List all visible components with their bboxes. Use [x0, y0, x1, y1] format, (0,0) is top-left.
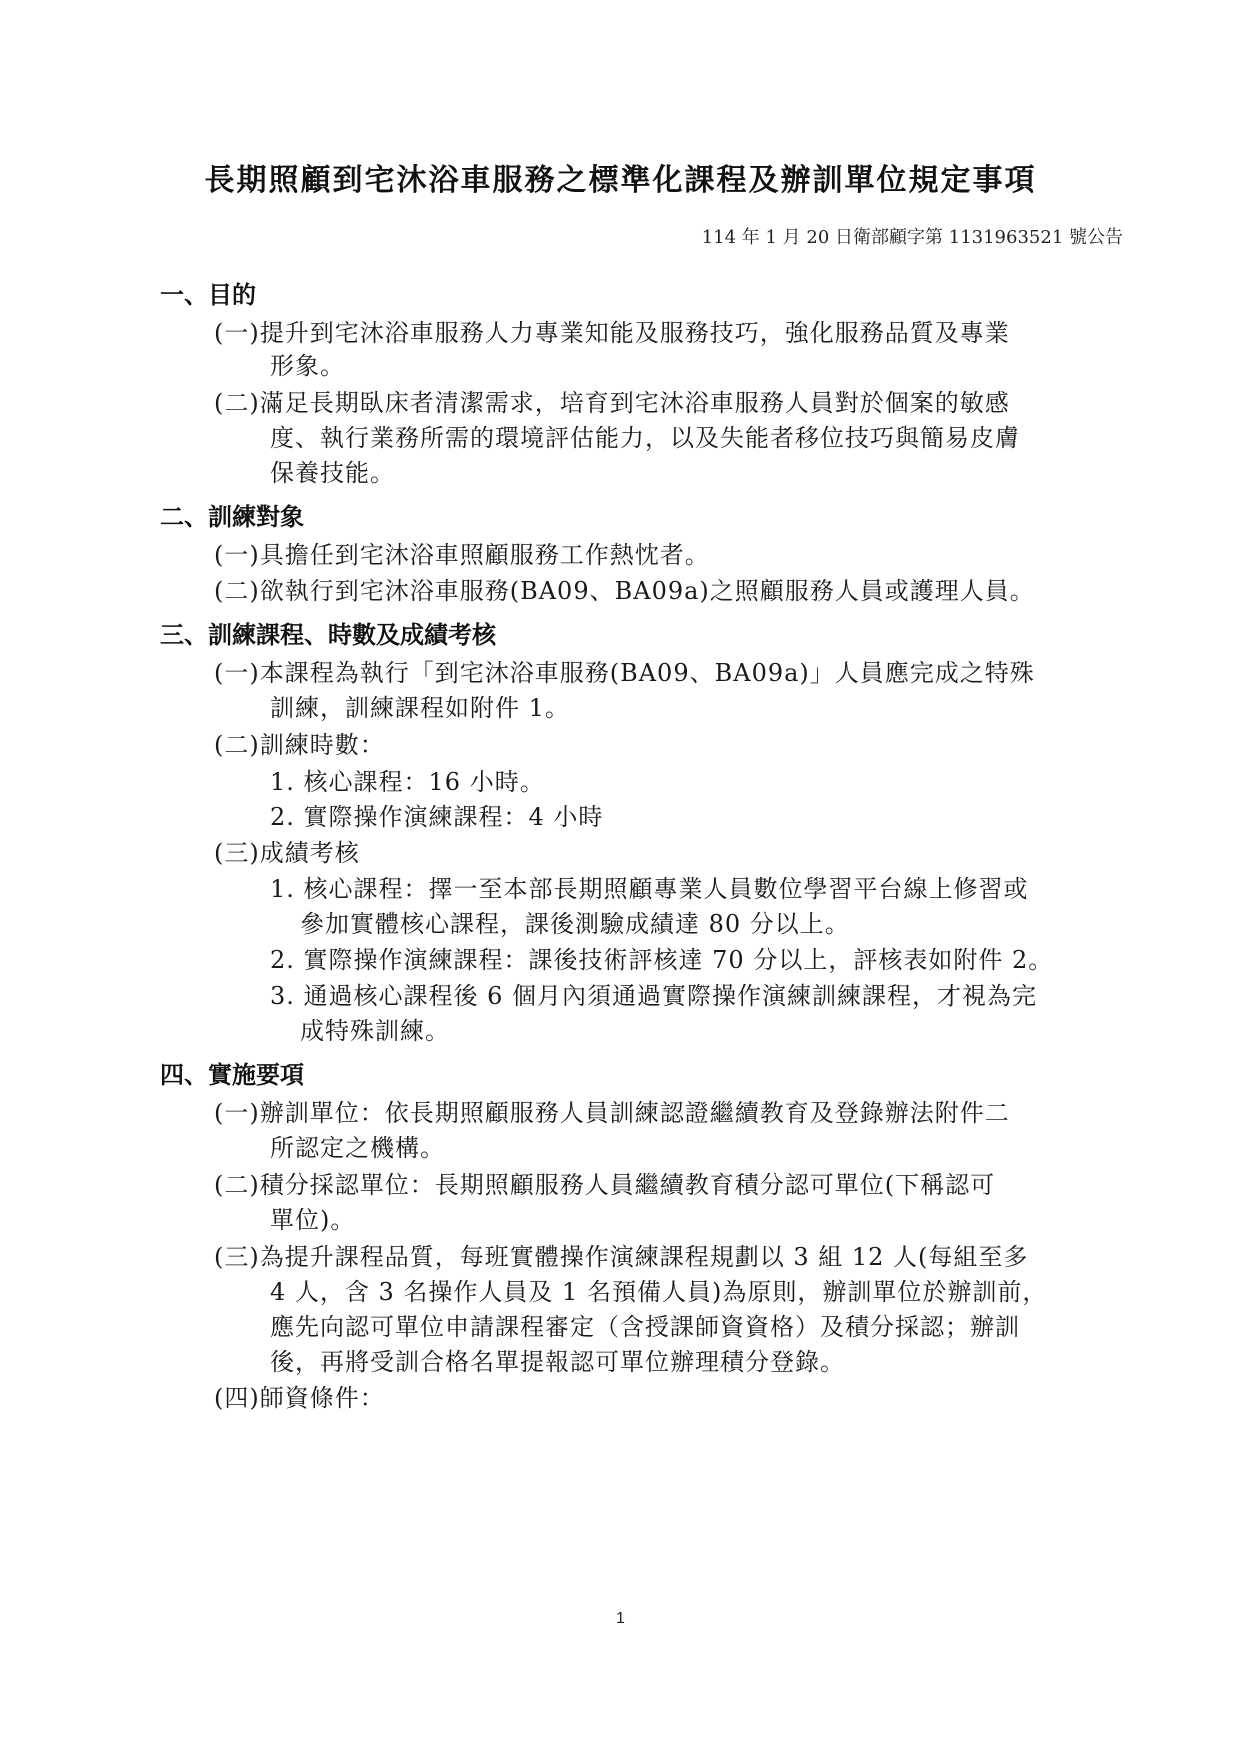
paragraph-line: (一)具擔任到宅沐浴車照顧服務工作熱忱者。 [214, 541, 710, 569]
section-heading-trainees: 二、訓練對象 [160, 502, 304, 531]
paragraph-line: 後，再將受訓合格名單提報認可單位辦理積分登錄。 [270, 1348, 845, 1376]
sub-item-line: 1. 核心課程：16 小時。 [270, 768, 545, 796]
paragraph-line: 4 人，含 3 名操作人員及 1 名預備人員)為原則，辦訓單位於辦訓前， [270, 1278, 1048, 1306]
section-heading-implementation: 四、實施要項 [160, 1060, 304, 1089]
paragraph-line: (四)師資條件： [214, 1384, 385, 1412]
sub-item-line: 1. 核心課程：擇一至本部長期照顧專業人員數位學習平台線上修習或 [270, 875, 1029, 903]
paragraph-line: (二)訓練時數： [214, 731, 385, 759]
paragraph-line: (三)為提升課程品質，每班實體操作演練課程規劃以 3 組 12 人(每組至多 [214, 1243, 1029, 1271]
paragraph-line: (一)提升到宅沐浴車服務人力專業知能及服務技巧，強化服務品質及專業 [214, 319, 1010, 347]
paragraph-line: 應先向認可單位申請課程審定（含授課師資資格）及積分採認；辦訓 [270, 1313, 1020, 1341]
paragraph-line: (二)欲執行到宅沐浴車服務(BA09、BA09a)之照顧服務人員或護理人員。 [214, 577, 1035, 605]
sub-item-line: 成特殊訓練。 [300, 1017, 450, 1045]
paragraph-line: 單位)。 [270, 1206, 356, 1234]
paragraph-line: (二)積分採認單位：長期照顧服務人員繼續教育積分認可單位(下稱認可 [214, 1171, 996, 1199]
section-heading-purpose: 一、目的 [160, 280, 256, 309]
sub-item-line: 參加實體核心課程，課後測驗成績達 80 分以上。 [300, 910, 850, 938]
announcement-reference: 114 年 1 月 20 日衛部顧字第 1131963521 號公告 [701, 227, 1123, 248]
paragraph-line: (一)本課程為執行「到宅沐浴車服務(BA09、BA09a)」人員應完成之特殊 [214, 659, 1035, 687]
paragraph-line: (二)滿足長期臥床者清潔需求，培育到宅沐浴車服務人員對於個案的敏感 [214, 389, 1010, 417]
paragraph-line: 度、執行業務所需的環境評估能力，以及失能者移位技巧與簡易皮膚 [270, 424, 1020, 452]
document-title: 長期照顧到宅沐浴車服務之標準化課程及辦訓單位規定事項 [204, 163, 1037, 198]
paragraph-line: (一)辦訓單位：依長期照顧服務人員訓練認證繼續教育及登錄辦法附件二 [214, 1099, 1010, 1127]
sub-item-line: 2. 實際操作演練課程：4 小時 [270, 803, 604, 831]
paragraph-line: 所認定之機構。 [270, 1134, 445, 1162]
sub-item-line: 2. 實際操作演練課程：課後技術評核達 70 分以上，評核表如附件 2。 [270, 946, 1054, 974]
page-number: 1 [616, 1610, 625, 1627]
paragraph-line: 保養技能。 [270, 459, 395, 487]
section-heading-courses: 三、訓練課程、時數及成績考核 [160, 620, 496, 649]
sub-item-line: 3. 通過核心課程後 6 個月內須通過實際操作演練訓練課程，才視為完 [270, 982, 1038, 1010]
paragraph-line: 訓練，訓練課程如附件 1。 [270, 694, 570, 722]
paragraph-line: (三)成績考核 [214, 839, 360, 867]
paragraph-line: 形象。 [270, 352, 345, 380]
